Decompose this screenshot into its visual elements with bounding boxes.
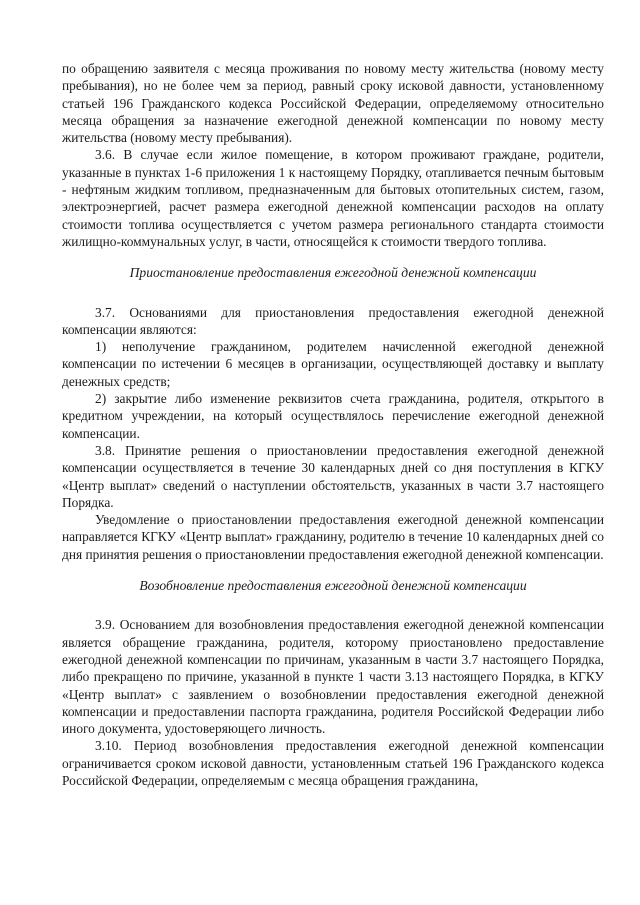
paragraph-3-7-item-1: 1) неполучение гражданином, родителем начисленной ежегодной денежной компенсации по истечении 6 месяцев в организации, осуществляющей доставку и выплату денежных средств; <box>62 339 604 389</box>
paragraph-3-9: 3.9. Основанием для возобновления предоставления ежегодной денежной компенсации является обращение гражданина, родителя, которому приостановлено предоставление ежегодной денежной компенсации по причинам, указанным в части 3.7 настоящего Порядка, либо прекращено по причине, указанной в пункте 1 части 3.13 настоящего Порядка, в КГКУ «Центр выплат» с заявлением о возобновлении предоставления ежегодной денежной компенсации и предоставлении паспорта гражданина, родителя Российской Федерации либо иного документа, удостоверяющего личность. <box>62 617 604 737</box>
paragraph-3-10: 3.10. Период возобновления предоставления ежегодной денежной компенсации ограничивается сроком исковой давности, установленным статьей 196 Гражданского кодекса Российской Федерации, определяемым с месяца обращения гражданина, <box>62 738 604 788</box>
paragraph-3-6: 3.6. В случае если жилое помещение, в котором проживают граждане, родители, указанные в пунктах 1-6 приложения 1 к настоящему Порядку, отапливается печным бытовым - нефтяным жидким топливом, предназначенным для бытовых отопительных систем, газом, электроэнергией, расчет размера ежегодной денежной компенсации расходов на оплату стоимости топлива осуществляется с учетом размера регионального стандарта стоимости жилищно-коммунальных услуг, в части, относящейся к стоимости твердого топлива. <box>62 147 604 249</box>
paragraph-3-8: 3.8. Принятие решения о приостановлении предоставления ежегодной денежной компенсации осуществляется в течение 30 календарных дней со дня поступления в КГКУ «Центр выплат» сведений о наступлении обстоятельств, указанных в части 3.7 настоящего Порядка. <box>62 442 604 510</box>
section-heading-resumption: Возобновление предоставления ежегодной денежной компенсации <box>139 578 527 594</box>
section-heading-suspension: Приостановление предоставления ежегодной денежной компенсации <box>129 265 537 281</box>
paragraph-continuation: по обращению заявителя с месяца проживания по новому месту жительства (новому месту пребывания), но не более чем за период, равный сроку исковой давности, установленному статьей 196 Гражданского кодекса Российской Федерации, определяемому относительно месяца обращения за назначение ежегодной денежной компенсации по новому месту жительства (новому месту пребывания). <box>62 61 604 146</box>
paragraph-3-8-notification: Уведомление о приостановлении предоставления ежегодной денежной компенсации направляется КГКУ «Центр выплат» гражданину, родителю в течение 10 календарных дней со дня принятия решения о приостановлении предоставления ежегодной денежной компенсации. <box>62 512 604 562</box>
paragraph-3-7-item-2: 2) закрытие либо изменение реквизитов счета гражданина, родителя, открытого в кредитном учреждении, на который осуществлялось перечисление ежегодной денежной компенсации. <box>62 391 604 441</box>
paragraph-3-7: 3.7. Основаниями для приостановления предоставления ежегодной денежной компенсации являются: <box>62 304 604 337</box>
